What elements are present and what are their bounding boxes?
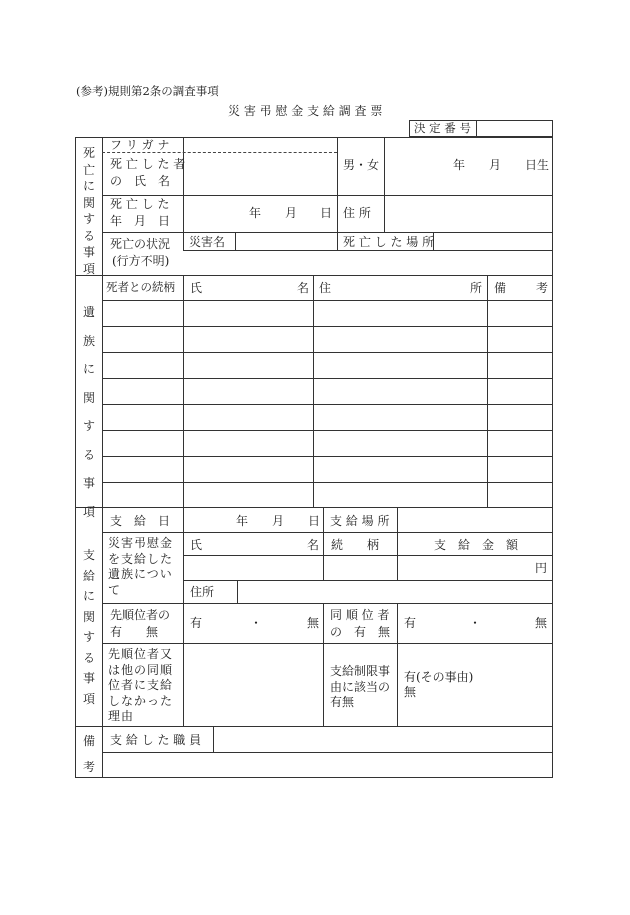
payment-lower-divider (323, 603, 324, 726)
same-rank-yes[interactable]: 有 (404, 616, 417, 630)
non-payment-reason-label: 先順位者又は他の同順位者に支給しなかった理由 (108, 647, 174, 723)
col-name-header: 氏 (190, 281, 203, 295)
recipient-label: 災害弔慰金を支給した遺族について (108, 536, 174, 597)
same-rank-label: 同 順 位 者 (330, 608, 390, 622)
priority-no[interactable]: 無 (307, 616, 320, 630)
death-section-label: 死亡に関する事項 (82, 146, 95, 276)
payment-date-label: 支 給 日 (110, 514, 171, 528)
death-year: 年 (249, 206, 262, 220)
recipient-name-label: 氏 (190, 538, 203, 552)
death-status-label: 死亡の状況 (110, 237, 171, 251)
col-address-header-2: 所 (470, 281, 483, 295)
family-col-divider-2 (313, 275, 314, 507)
payment-row-line-3 (183, 580, 553, 581)
disaster-divider (235, 232, 236, 250)
death-month: 月 (285, 206, 298, 220)
death-sex-divider (384, 137, 385, 195)
furigana-label: フ リ ガ ナ (110, 138, 170, 152)
birth-year: 年 (453, 158, 466, 172)
payment-place-label: 支 給 場 所 (330, 514, 390, 528)
amount-label: 支 給 金 額 (434, 538, 519, 552)
death-day: 日 (320, 206, 333, 220)
family-row-line (102, 378, 553, 379)
death-date-label: 死 亡 し た (110, 197, 170, 211)
col-name-header-2: 名 (297, 281, 310, 295)
col-address-header: 住 (319, 281, 332, 295)
family-row-line (102, 456, 553, 457)
payment-label-divider (183, 507, 184, 726)
payment-row-line-5 (102, 643, 553, 644)
payment-month: 月 (272, 514, 285, 528)
death-address-divider-2 (384, 195, 385, 232)
family-row-line (102, 482, 553, 483)
decision-number-field[interactable] (477, 121, 552, 136)
limit-yes[interactable]: 有(その事由) (404, 670, 474, 684)
payment-section-label: 支給に関する事項 (82, 548, 95, 706)
family-row-line (102, 404, 553, 405)
payment-lower-divider-2 (397, 603, 398, 726)
payment-row-line-1 (102, 532, 553, 533)
deceased-name-label-2: の 氏 名 (110, 174, 171, 188)
death-row-line-3 (183, 250, 553, 251)
same-rank-separator: ・ (469, 616, 482, 630)
payment-row-line-4 (102, 603, 553, 604)
death-address-divider (337, 195, 338, 232)
remarks-staff-divider (213, 726, 214, 752)
col-relation-header: 死者との続柄 (106, 280, 175, 294)
family-row-line (102, 352, 553, 353)
payment-day: 日 (308, 514, 321, 528)
death-date-label-2: 年 月 日 (110, 214, 171, 228)
decision-number-label: 決 定 番 号 (414, 121, 471, 135)
same-rank-no[interactable]: 無 (535, 616, 548, 630)
staff-label: 支 給 し た 職 員 (110, 733, 202, 747)
furigana-dashed-line (102, 152, 337, 153)
death-address-label: 住 所 (343, 206, 371, 220)
family-col-divider-3 (487, 275, 488, 507)
recipient-name-label-2: 名 (307, 538, 320, 552)
death-row-line-2 (102, 232, 553, 233)
payment-address-divider (237, 580, 238, 603)
death-status-label-2: (行方不明) (112, 254, 170, 268)
family-header-line (102, 300, 553, 301)
col-note-header: 備 (494, 281, 507, 295)
remarks-label-2: 考 (83, 760, 96, 774)
priority-separator: ・ (250, 616, 263, 630)
recipient-address-label: 住所 (190, 585, 215, 599)
payment-mid-divider (323, 507, 324, 580)
death-place-label: 死 亡 し た 場 所 (343, 235, 435, 249)
sex-selector[interactable]: 男・女 (343, 158, 380, 172)
family-col-divider-1 (183, 275, 184, 507)
priority-yes[interactable]: 有 (190, 616, 203, 630)
remarks-label: 備 (83, 734, 96, 748)
payment-mid-divider-2 (397, 507, 398, 580)
payment-year: 年 (236, 514, 249, 528)
yen-unit: 円 (535, 561, 548, 575)
death-label-divider (183, 137, 184, 250)
payment-limit-label: 支給制限事由に該当の有無 (330, 664, 391, 709)
reference-note: (参考)規則第2条の調査事項 (76, 84, 219, 98)
priority-label: 先順位者の (110, 608, 171, 622)
family-section-label: 遺族に関する事項 (82, 305, 95, 519)
birth-month: 月 (489, 158, 502, 172)
disaster-name-label: 災害名 (189, 235, 226, 249)
same-rank-label-2: の 有 無 (330, 625, 391, 639)
priority-label-2: 有 無 (110, 625, 159, 639)
family-row-line (102, 326, 553, 327)
form-title: 災 害 弔 慰 金 支 給 調 査 票 (228, 104, 383, 118)
payment-row-line-2 (183, 555, 553, 556)
deceased-name-label: 死 亡 し た 者 (110, 157, 186, 171)
section-divider-3 (75, 726, 553, 727)
relation-label: 続 柄 (331, 538, 380, 552)
family-row-line (102, 430, 553, 431)
remarks-row-line (102, 752, 553, 753)
section-divider-2 (75, 507, 553, 508)
section-divider-1 (75, 275, 553, 276)
col-note-header-2: 考 (536, 281, 549, 295)
limit-no[interactable]: 無 (404, 685, 417, 699)
death-mid-divider (337, 137, 338, 195)
label-column-divider (102, 137, 103, 778)
disaster-place-divider (337, 232, 338, 250)
birth-day: 日生 (525, 158, 550, 172)
death-row-line-1 (102, 195, 553, 196)
